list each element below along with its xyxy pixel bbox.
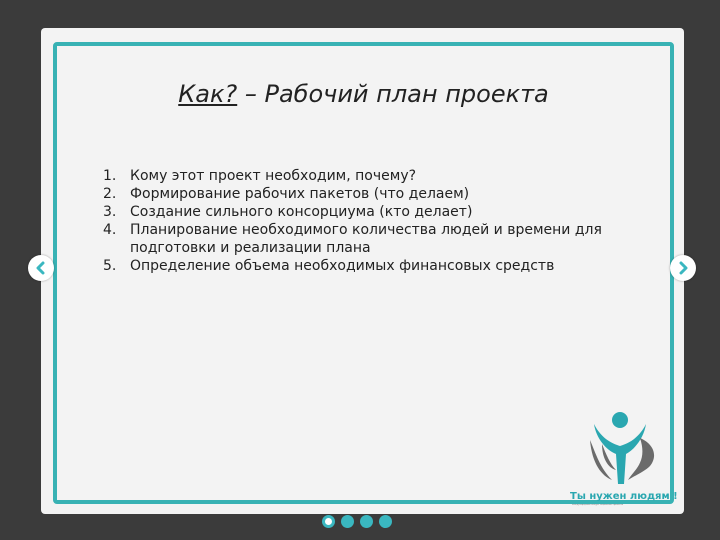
- list-item-number: 1.: [103, 168, 117, 184]
- slide-title: [57, 80, 670, 108]
- slide-frame: [53, 42, 674, 504]
- list-item-text: Создание сильного консорциума (кто делает): [130, 204, 473, 220]
- previous-slide-button[interactable]: [28, 255, 54, 281]
- slide-title-question: Как?: [178, 80, 238, 108]
- list-item-text: Определение объема необходимых финансовых средств: [130, 258, 555, 274]
- slide-title-rest: – Рабочий план проекта: [237, 80, 549, 108]
- list-item: [103, 221, 643, 257]
- list-item-text: Планирование необходимого количества людей и времени для подготовки и реализации плана: [130, 222, 602, 256]
- logo-text: Ты нужен людям !: [570, 491, 678, 502]
- list-item: [103, 203, 643, 221]
- list-item-number: 2.: [103, 186, 117, 202]
- next-slide-button[interactable]: [670, 255, 696, 281]
- pager-dot[interactable]: [341, 515, 354, 528]
- logo-figure-icon: [588, 410, 662, 490]
- list-item-text: Формирование рабочих пакетов (что делаем): [130, 186, 470, 202]
- list-item: [103, 185, 643, 203]
- chevron-left-icon: [34, 261, 48, 275]
- list-item: [103, 167, 643, 185]
- logo-subtitle: Международный конкурс социальных проектов: [572, 504, 623, 506]
- list-item-number: 3.: [103, 204, 117, 220]
- list-item-number: 4.: [103, 222, 117, 238]
- plan-list: [103, 167, 643, 275]
- pager-dot[interactable]: [379, 515, 392, 528]
- list-item-number: 5.: [103, 258, 117, 274]
- slide-pager: [322, 515, 392, 528]
- chevron-right-icon: [676, 261, 690, 275]
- pager-dot-active[interactable]: [322, 515, 335, 528]
- list-item-text: Кому этот проект необходим, почему?: [130, 168, 417, 184]
- pager-dot[interactable]: [360, 515, 373, 528]
- list-item: [103, 257, 643, 275]
